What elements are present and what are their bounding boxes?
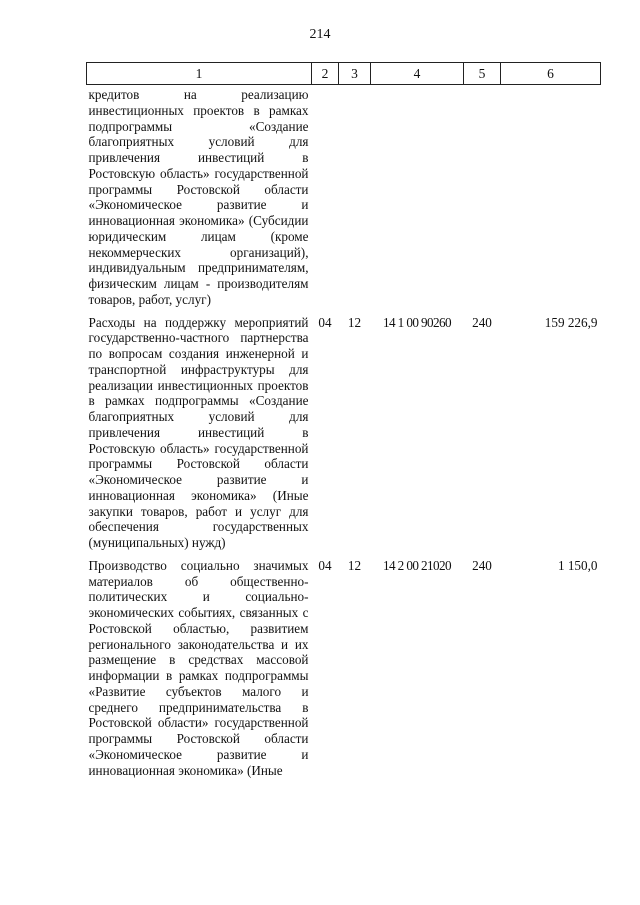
row-amount: 1 150,0: [557, 557, 598, 573]
row-description: Расходы на поддержку мероприятий государственно-частного партнерства по вопросам создания инженерной и транспортной инфраструктуры для реализации инвестиционных проектов в рамках подпрограммы «Создание благоприятных условий для привлечения инвестиций в Ростовскую область» государственной программы Ростовской области «Экономическое развитие и инновационная экономика» (Иные закупки товаров, работ и услуг для обеспечения государственных (муниципальных) нужд): [88, 314, 309, 550]
row-vr: [464, 85, 501, 311]
row-rz: [312, 85, 339, 311]
row-pr: 12: [347, 314, 362, 330]
page-number: 214: [309, 27, 331, 42]
col-header-subsection: 3: [339, 63, 371, 85]
row-csr: 14 2 00 21020: [382, 557, 452, 573]
table-row: [87, 85, 601, 311]
col-header-expense-type: 5: [464, 63, 501, 85]
row-pr: [339, 85, 371, 311]
row-vr: 240: [472, 557, 492, 573]
row-description: кредитов на реализацию инвестиционных проектов в рамках подпрограммы «Создание благоприятных условий для привлечения инвестиций в Ростовскую область» государственной программы Ростовской области «Экономическое развитие и инновационная экономика» (Субсидии юридическим лицам (кроме некоммерческих организаций), индивидуальным предпринимателям, физическим лицам - производителям товаров, работ, услуг): [88, 87, 309, 307]
table-row: [87, 554, 601, 782]
budget-table: [86, 62, 601, 781]
row-vr: 240: [472, 314, 492, 330]
col-header-section: 2: [312, 63, 339, 85]
col-header-amount: 6: [501, 63, 601, 85]
row-rz: 04: [318, 557, 332, 573]
row-description: Производство социально значимых материалов об общественно-политических и социально-экономических событиях, связанных с Ростовской областью, развитием регионального законодательства и их размещение в средствах массовой информации в рамках подпрограммы «Развитие субъектов малого и среднего предпринимательства в Ростовской области» государственной программы Ростовской области «Экономическое развитие и инновационная экономика» (Иные: [88, 557, 309, 778]
row-amount: [501, 85, 601, 311]
row-rz: 04: [318, 314, 332, 330]
row-csr: 14 1 00 90260: [382, 314, 452, 330]
row-pr: 12: [347, 557, 362, 573]
row-csr: [371, 85, 464, 311]
header-row: [87, 63, 601, 85]
col-header-target-code: 4: [371, 63, 464, 85]
row-amount: 159 226,9: [544, 314, 598, 330]
table-row: [87, 311, 601, 554]
col-header-description: 1: [87, 63, 312, 85]
